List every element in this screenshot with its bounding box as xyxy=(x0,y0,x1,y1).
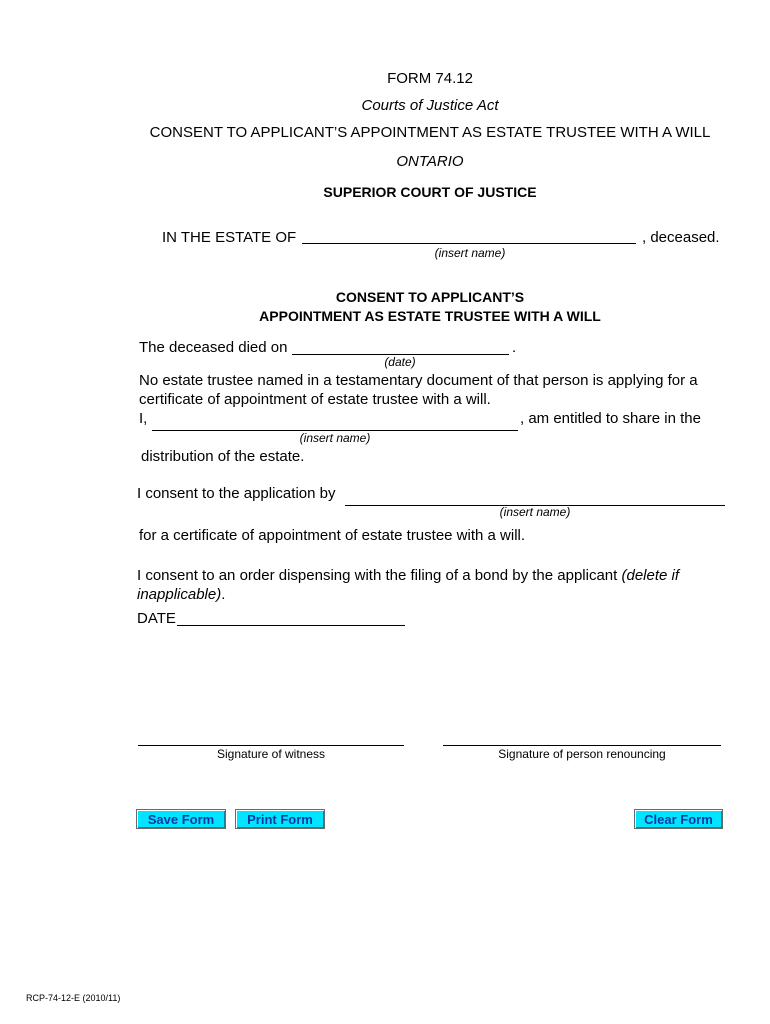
i-prefix: I, xyxy=(139,410,148,427)
bond-consent-main: I consent to an order dispensing with the filing of a bond by the applicant xyxy=(137,567,618,584)
bond-consent-line-2 xyxy=(137,586,225,603)
for-certificate-text: for a certificate of appointment of estate trustee with a will. xyxy=(139,527,526,544)
date-field[interactable] xyxy=(177,625,405,626)
estate-prefix: IN THE ESTATE OF xyxy=(162,229,297,246)
form-number: FORM 74.12 xyxy=(387,70,473,87)
estate-suffix: , deceased. xyxy=(642,229,720,246)
bond-consent-text xyxy=(137,567,679,584)
died-on-period: . xyxy=(512,339,517,356)
form-title: CONSENT TO APPLICANT’S APPOINTMENT AS ESTATE TRUSTEE WITH A WILL xyxy=(149,124,711,141)
date-label: DATE xyxy=(137,610,176,627)
no-trustee-line-2: certificate of appointment of estate trustee with a will. xyxy=(139,391,491,408)
estate-name-field[interactable] xyxy=(302,243,636,244)
death-date-hint: (date) xyxy=(384,355,416,369)
form-code: RCP-74-12-E (2010/11) xyxy=(26,993,121,1003)
bond-delete-note: (delete if xyxy=(621,567,680,584)
consent-by-label: I consent to the application by xyxy=(137,485,336,502)
clear-form-button[interactable]: Clear Form xyxy=(634,809,723,829)
distribution-text: distribution of the estate. xyxy=(141,448,305,465)
no-trustee-line-1: No estate trustee named in a testamentary document of that person is applying for a xyxy=(139,372,698,389)
bond-period: . xyxy=(221,586,226,603)
witness-signature-line[interactable] xyxy=(138,745,404,746)
died-on-label: The deceased died on xyxy=(139,339,288,356)
renouncing-signature-line[interactable] xyxy=(443,745,721,746)
entitled-text: , am entitled to share in the xyxy=(520,410,701,427)
applicant-name-hint: (insert name) xyxy=(499,505,571,519)
province: ONTARIO xyxy=(396,153,464,170)
act-name: Courts of Justice Act xyxy=(361,97,499,114)
renouncing-signature-label: Signature of person renouncing xyxy=(498,747,666,761)
heading-line-2: APPOINTMENT AS ESTATE TRUSTEE WITH A WILL xyxy=(259,308,601,324)
witness-signature-label: Signature of witness xyxy=(216,747,326,761)
heading-line-1: CONSENT TO APPLICANT’S xyxy=(335,289,525,305)
bond-inapplicable-note: inapplicable) xyxy=(137,586,222,603)
consenter-name-hint: (insert name) xyxy=(299,431,371,445)
estate-name-hint: (insert name) xyxy=(434,246,506,260)
save-form-button[interactable]: Save Form xyxy=(136,809,226,829)
print-form-button[interactable]: Print Form xyxy=(235,809,325,829)
court-name: SUPERIOR COURT OF JUSTICE xyxy=(323,184,537,200)
